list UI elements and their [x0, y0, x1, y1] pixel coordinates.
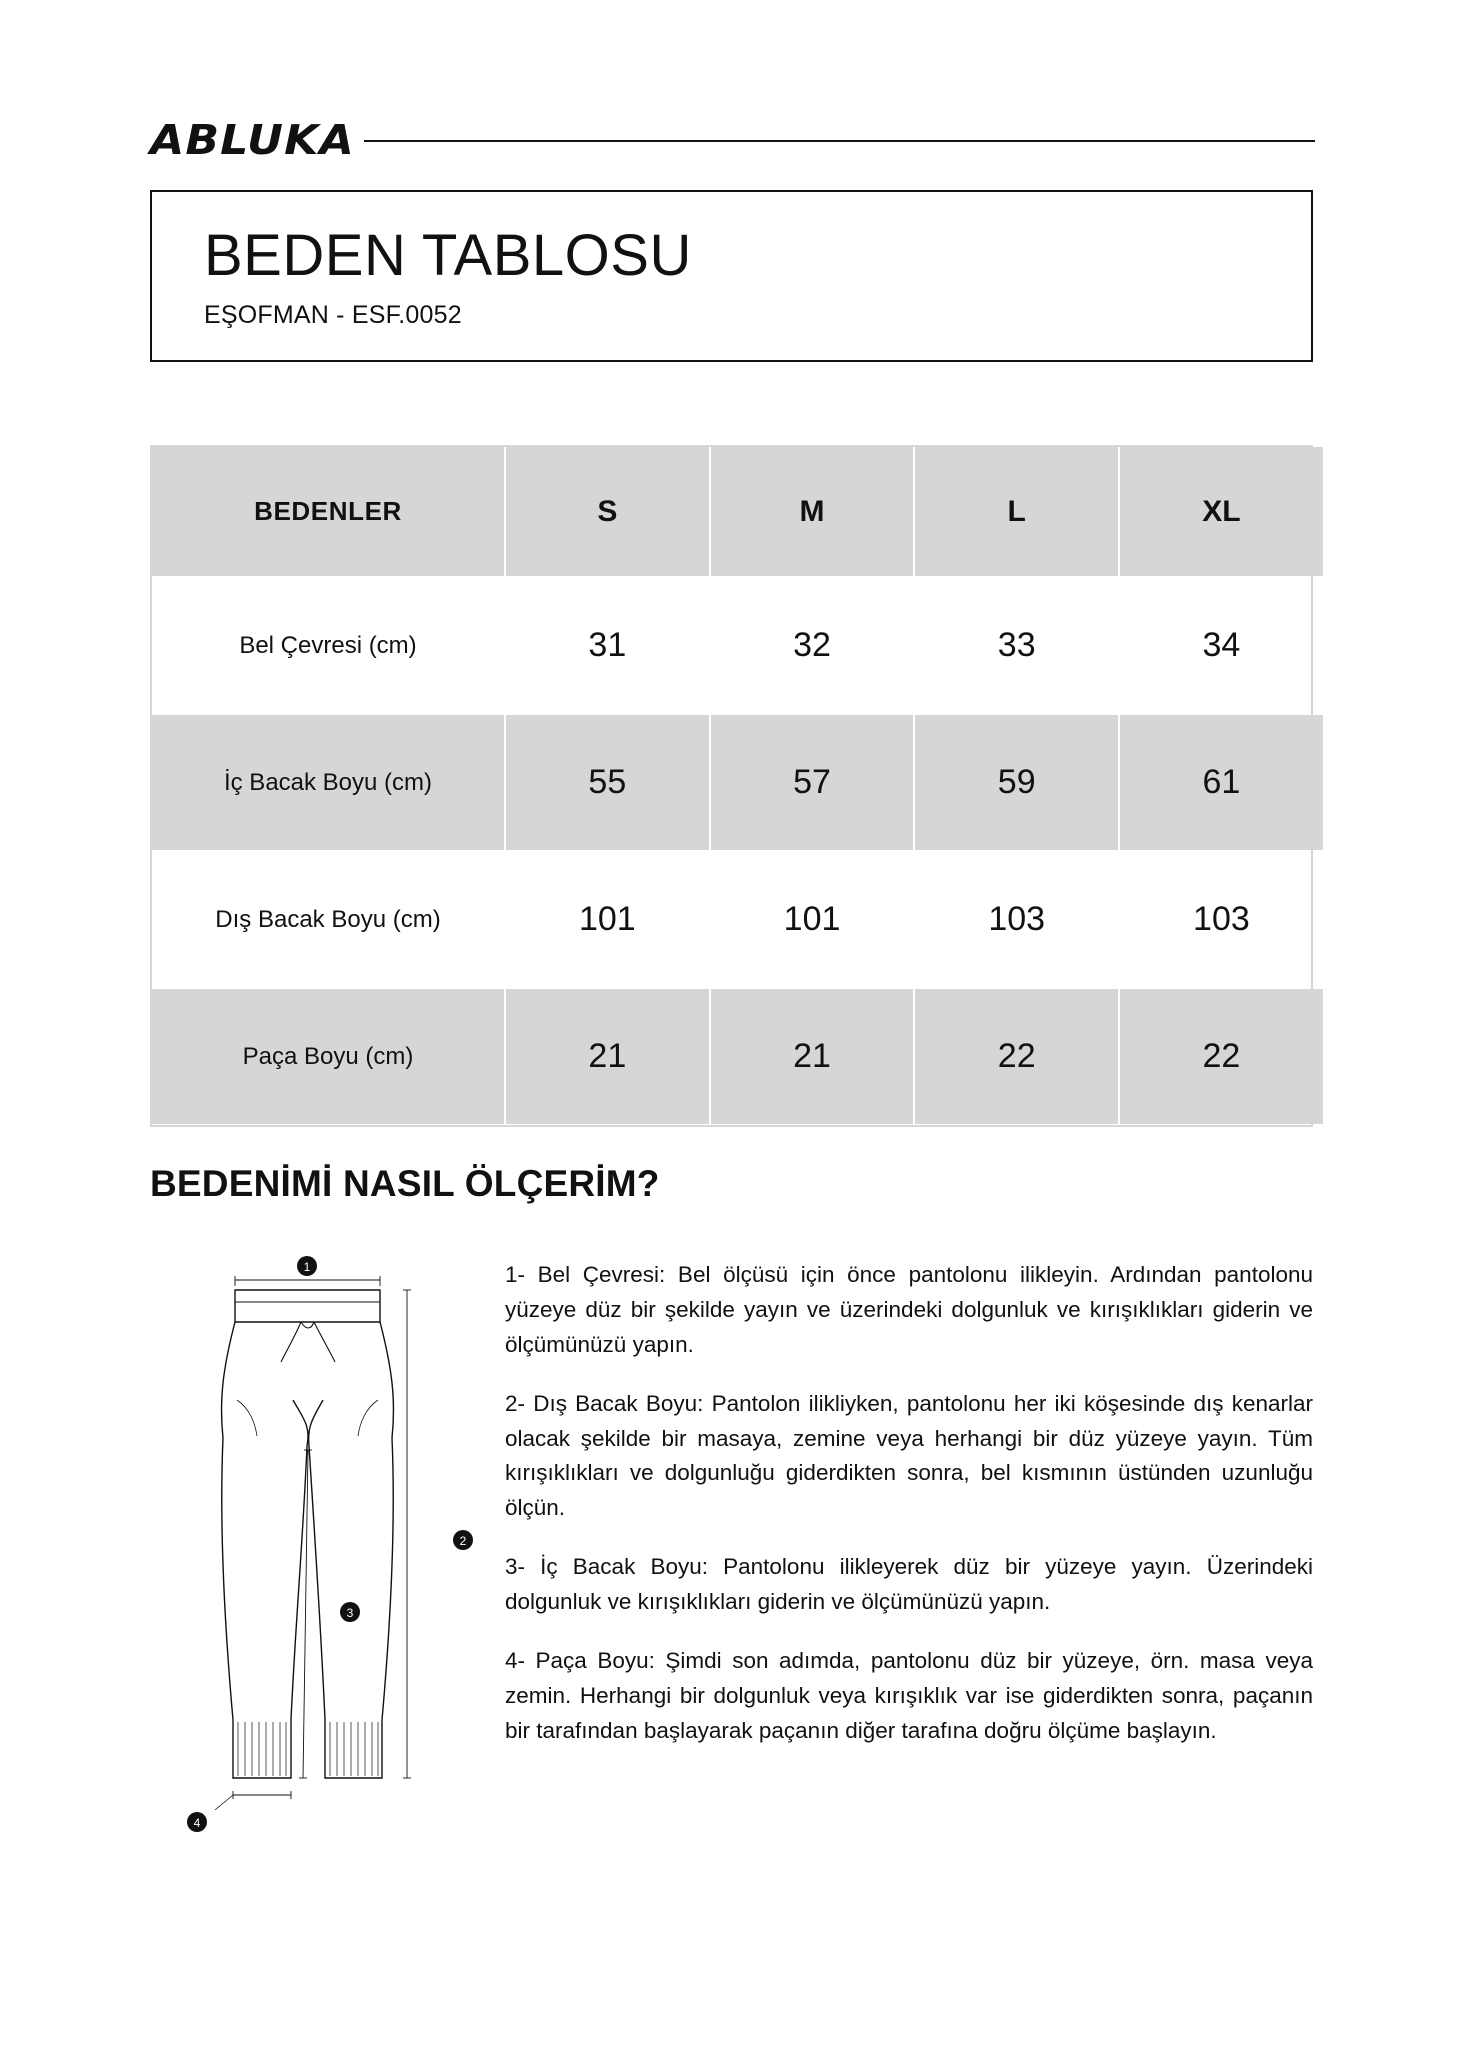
table-header-m: M: [710, 446, 915, 577]
sweatpants-illustration: [175, 1250, 480, 1870]
table-header-row: [151, 446, 1324, 577]
page-title: BEDEN TABLOSU: [204, 223, 692, 288]
cell-bel-cevresi-m: 32: [710, 577, 915, 714]
cell-ic-bacak-boyu-xl: 61: [1119, 714, 1324, 851]
cell-paca-boyu-s: 21: [505, 988, 710, 1125]
table-header-s: S: [505, 446, 710, 577]
table-header-xl: XL: [1119, 446, 1324, 577]
table-header-l: L: [914, 446, 1119, 577]
cell-paca-boyu-l: 22: [914, 988, 1119, 1125]
brand-logo: ABLUKA: [150, 116, 355, 164]
measure-instructions: [505, 1258, 1313, 1749]
size-table: [150, 445, 1325, 1126]
instruction-step-3: 3- İç Bacak Boyu: Pantolonu ilikleyerek düz bir yüzeye yayın. Üzerindeki dolgunluk ve kırışıklıkları giderin ve ölçümünüzü yapın.: [505, 1554, 1313, 1614]
table-row: [151, 577, 1324, 714]
row-label-dis-bacak-boyu: Dış Bacak Boyu (cm): [151, 851, 505, 988]
brand-header: [150, 118, 1315, 162]
svg-text:1: 1: [303, 1260, 311, 1274]
instruction-step-2: 2- Dış Bacak Boyu: Pantolon ilikliyken, pantolonu her iki köşesinde dış kenarlar olacak şekilde bir masaya, zemine veya herhangi bir düz yüzeye yayın. Tüm kırışıklıkları ve dolgunluğu giderdikten sonra, bel kısmının üstünden uzunluğu ölçün.: [505, 1390, 1313, 1521]
cell-bel-cevresi-s: 31: [505, 577, 710, 714]
diagram-marker-3: [340, 1602, 360, 1622]
svg-text:2: 2: [459, 1534, 467, 1548]
svg-text:4: 4: [193, 1816, 201, 1830]
cell-ic-bacak-boyu-l: 59: [914, 714, 1119, 851]
instruction-step-1: 1- Bel Çevresi: Bel ölçüsü için önce pantolonu ilikleyin. Ardından pantolonu yüzeye düz bir şekilde yayın ve üzerindeki dolgunluk ve kırışıklıkları giderin ve ölçümünüzü yapın.: [505, 1262, 1313, 1357]
cell-bel-cevresi-xl: 34: [1119, 577, 1324, 714]
cell-paca-boyu-xl: 22: [1119, 988, 1324, 1125]
table-row: [151, 714, 1324, 851]
row-label-paca-boyu: Paça Boyu (cm): [151, 988, 505, 1125]
row-label-bel-cevresi: Bel Çevresi (cm): [151, 577, 505, 714]
diagram-marker-2: [453, 1530, 473, 1550]
cell-paca-boyu-m: 21: [710, 988, 915, 1125]
diagram-marker-4: [187, 1812, 207, 1832]
table-row: [151, 988, 1324, 1125]
cell-ic-bacak-boyu-s: 55: [505, 714, 710, 851]
cell-dis-bacak-boyu-m: 101: [710, 851, 915, 988]
howto-title: BEDENİMİ NASIL ÖLÇERİM?: [150, 1163, 660, 1204]
title-box: [150, 190, 1313, 362]
sweatpants-diagram: [175, 1250, 480, 1870]
instruction-step-4: 4- Paça Boyu: Şimdi son adımda, pantolonu düz bir yüzeye, örn. masa veya zemin. Herhangi bir dolgunluk veya kırışıklık var ise giderdikten sonra, paçanın bir tarafından başlayarak paçanın diğer tarafına doğru ölçüme başlayın.: [505, 1647, 1313, 1743]
svg-text:3: 3: [346, 1606, 354, 1620]
table-row: [151, 851, 1324, 988]
cell-dis-bacak-boyu-xl: 103: [1119, 851, 1324, 988]
diagram-marker-1: [297, 1256, 317, 1276]
row-label-ic-bacak-boyu: İç Bacak Boyu (cm): [151, 714, 505, 851]
header-divider: [364, 140, 1315, 142]
cell-ic-bacak-boyu-m: 57: [710, 714, 915, 851]
cell-dis-bacak-boyu-l: 103: [914, 851, 1119, 988]
product-code: EŞOFMAN - ESF.0052: [204, 300, 462, 329]
table-header-bedenler: BEDENLER: [151, 446, 505, 577]
cell-bel-cevresi-l: 33: [914, 577, 1119, 714]
cell-dis-bacak-boyu-s: 101: [505, 851, 710, 988]
